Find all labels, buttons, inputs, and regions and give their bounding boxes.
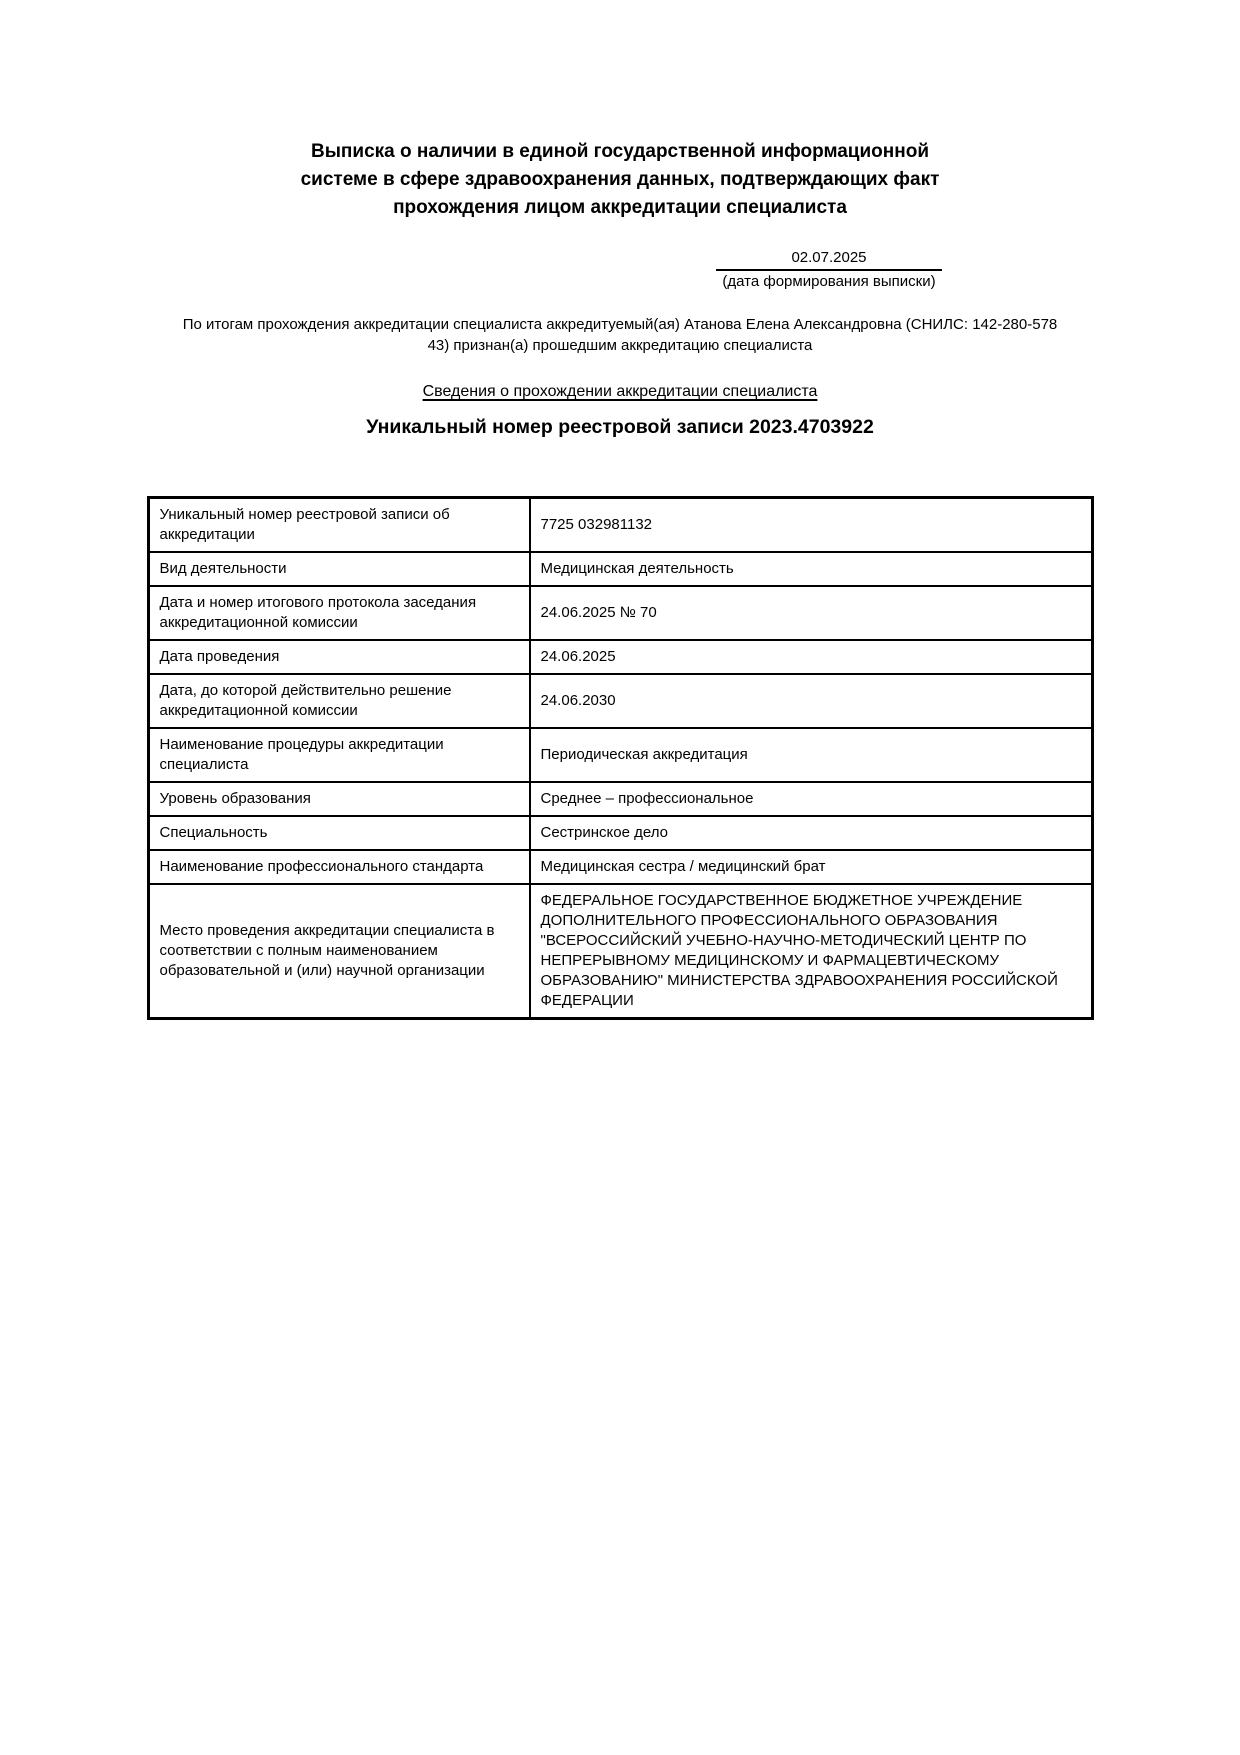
row-label: Уникальный номер реестровой записи об аккредитации: [148, 498, 530, 553]
row-label: Наименование профессионального стандарта: [148, 850, 530, 884]
row-label: Наименование процедуры аккредитации специалиста: [148, 728, 530, 782]
row-value: Среднее – профессиональное: [530, 782, 1093, 816]
generation-date: 02.07.2025: [716, 248, 942, 271]
row-value: Медицинская сестра / медицинский брат: [530, 850, 1093, 884]
table-row: [148, 850, 1092, 884]
row-value: 24.06.2025: [530, 640, 1093, 674]
section-heading: Сведения о прохождении аккредитации специалиста: [422, 383, 818, 400]
generation-date-caption: (дата формирования выписки): [722, 273, 936, 290]
registry-record-number: Уникальный номер реестровой записи 2023.4703922: [366, 416, 874, 438]
document-title-line: Выписка о наличии в единой государственной информационной: [310, 141, 930, 162]
row-label: Уровень образования: [148, 782, 530, 816]
row-value: 24.06.2030: [530, 674, 1093, 728]
table-row: [148, 586, 1092, 640]
accreditation-table: [147, 496, 1094, 1020]
document-title: [0, 0, 1240, 222]
row-value: 7725 032981132: [530, 498, 1093, 553]
row-value: Сестринское дело: [530, 816, 1093, 850]
row-value: Периодическая аккредитация: [530, 728, 1093, 782]
row-value: 24.06.2025 № 70: [530, 586, 1093, 640]
document-title-line: системе в сфере здравоохранения данных, подтверждающих факт: [300, 169, 940, 190]
table-row: [148, 552, 1092, 586]
intro-paragraph-line: 43) признан(а) прошедшим аккредитацию специалиста: [427, 337, 813, 354]
row-value: Медицинская деятельность: [530, 552, 1093, 586]
row-label: Дата и номер итогового протокола заседания аккредитационной комиссии: [148, 586, 530, 640]
row-label: Дата проведения: [148, 640, 530, 674]
intro-paragraph: [140, 314, 1100, 356]
intro-paragraph-line: По итогам прохождения аккредитации специалиста аккредитуемый(ая) Атанова Елена Александровна (СНИЛС: 142-280-578: [182, 316, 1058, 333]
table-row: [148, 782, 1092, 816]
row-value: ФЕДЕРАЛЬНОЕ ГОСУДАРСТВЕННОЕ БЮДЖЕТНОЕ УЧРЕЖДЕНИЕ ДОПОЛНИТЕЛЬНОГО ПРОФЕССИОНАЛЬНОГО ОБРАЗОВАНИЯ "ВСЕРОССИЙСКИЙ УЧЕБНО-НАУЧНО-МЕТОДИЧЕСКИЙ ЦЕНТР ПО НЕПРЕРЫВНОМУ МЕДИЦИНСКОМУ И ФАРМАЦЕВТИЧЕСКОМУ ОБРАЗОВАНИЮ" МИНИСТЕРСТВА ЗДРАВООХРАНЕНИЯ РОССИЙСКОЙ ФЕДЕРАЦИИ: [530, 884, 1093, 1019]
table-row: [148, 498, 1092, 553]
table-row: [148, 674, 1092, 728]
table-row: [148, 816, 1092, 850]
row-label: Специальность: [148, 816, 530, 850]
row-label: Дата, до которой действительно решение аккредитационной комиссии: [148, 674, 530, 728]
table-row: [148, 884, 1092, 1019]
accreditation-table-body: [148, 498, 1092, 1019]
generation-date-block: [716, 248, 942, 292]
table-row: [148, 728, 1092, 782]
row-label: Место проведения аккредитации специалиста в соответствии с полным наименованием образовательной и (или) научной организации: [148, 884, 530, 1019]
row-label: Вид деятельности: [148, 552, 530, 586]
document-title-line: прохождения лицом аккредитации специалиста: [393, 197, 847, 218]
table-row: [148, 640, 1092, 674]
